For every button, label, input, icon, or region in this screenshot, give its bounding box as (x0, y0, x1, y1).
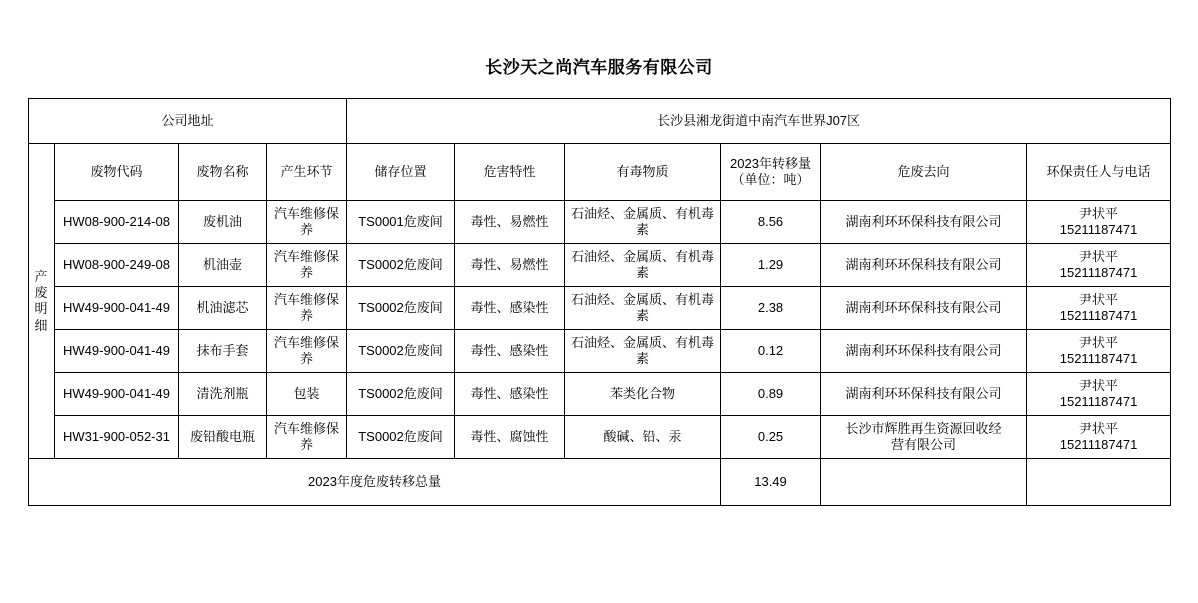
total-label: 2023年度危废转移总量 (29, 459, 721, 506)
total-blank-destination (821, 459, 1027, 506)
cell-destination: 湖南利环环保科技有限公司 (821, 330, 1027, 373)
column-header-toxic: 有毒物质 (565, 144, 721, 201)
cell-toxic: 石油烃、金属质、有机毒素 (565, 244, 721, 287)
cell-toxic: 石油烃、金属质、有机毒素 (565, 201, 721, 244)
column-header-name: 废物名称 (179, 144, 267, 201)
cell-stage: 汽车维修保养 (267, 201, 347, 244)
address-label: 公司地址 (29, 99, 347, 144)
cell-storage: TS0002危废间 (347, 244, 455, 287)
address-row (29, 99, 1171, 144)
table-row (29, 330, 1171, 373)
cell-code: HW49-900-041-49 (55, 287, 179, 330)
cell-code: HW08-900-214-08 (55, 201, 179, 244)
cell-responsible-person (1027, 373, 1171, 416)
table-row (29, 201, 1171, 244)
cell-storage: TS0002危废间 (347, 373, 455, 416)
cell-code: HW49-900-041-49 (55, 330, 179, 373)
cell-code: HW49-900-041-49 (55, 373, 179, 416)
waste-table-container (28, 98, 1170, 506)
cell-stage: 包装 (267, 373, 347, 416)
total-blank-person (1027, 459, 1171, 506)
vertical-label-char-2: 废 (34, 285, 49, 301)
vertical-section-label (29, 144, 55, 459)
person-name: 尹状平 (1079, 249, 1119, 265)
column-header-destination: 危废去向 (821, 144, 1027, 201)
waste-detail-table (28, 98, 1171, 506)
table-row (29, 416, 1171, 459)
cell-stage: 汽车维修保养 (267, 244, 347, 287)
cell-amount: 0.89 (721, 373, 821, 416)
cell-storage: TS0002危废间 (347, 416, 455, 459)
person-name: 尹状平 (1079, 378, 1119, 394)
table-header-row (29, 144, 1171, 201)
cell-amount: 0.25 (721, 416, 821, 459)
cell-hazard: 毒性、感染性 (455, 373, 565, 416)
cell-destination (821, 416, 1027, 459)
column-header-hazard: 危害特性 (455, 144, 565, 201)
cell-amount: 1.29 (721, 244, 821, 287)
cell-hazard: 毒性、易燃性 (455, 201, 565, 244)
total-value: 13.49 (721, 459, 821, 506)
table-row (29, 373, 1171, 416)
cell-hazard: 毒性、感染性 (455, 287, 565, 330)
vertical-label-char-3: 明 (34, 301, 49, 317)
person-phone: 15211187471 (1059, 394, 1138, 410)
person-phone: 15211187471 (1059, 437, 1138, 453)
cell-responsible-person (1027, 416, 1171, 459)
cell-storage: TS0002危废间 (347, 287, 455, 330)
cell-toxic: 石油烃、金属质、有机毒素 (565, 330, 721, 373)
cell-hazard: 毒性、易燃性 (455, 244, 565, 287)
cell-name: 废机油 (179, 201, 267, 244)
person-phone: 15211187471 (1059, 308, 1138, 324)
destination-line1: 长沙市辉胜再生资源回收经 (845, 421, 1002, 437)
table-row (29, 287, 1171, 330)
person-name: 尹状平 (1079, 206, 1119, 222)
cell-destination: 湖南利环环保科技有限公司 (821, 373, 1027, 416)
cell-stage: 汽车维修保养 (267, 416, 347, 459)
column-header-storage: 储存位置 (347, 144, 455, 201)
person-phone: 15211187471 (1059, 222, 1138, 238)
total-row (29, 459, 1171, 506)
person-phone: 15211187471 (1059, 265, 1138, 281)
cell-responsible-person (1027, 244, 1171, 287)
transfer-amount-line1: 2023年转移量 (730, 156, 811, 172)
cell-name: 清洗剂瓶 (179, 373, 267, 416)
cell-storage: TS0001危废间 (347, 201, 455, 244)
column-header-responsible-person: 环保责任人与电话 (1027, 144, 1171, 201)
person-name: 尹状平 (1079, 335, 1119, 351)
cell-responsible-person (1027, 287, 1171, 330)
column-header-code: 废物代码 (55, 144, 179, 201)
cell-toxic: 酸碱、铅、汞 (565, 416, 721, 459)
cell-hazard: 毒性、感染性 (455, 330, 565, 373)
cell-amount: 2.38 (721, 287, 821, 330)
cell-hazard: 毒性、腐蚀性 (455, 416, 565, 459)
cell-name: 抹布手套 (179, 330, 267, 373)
cell-stage: 汽车维修保养 (267, 330, 347, 373)
cell-code: HW31-900-052-31 (55, 416, 179, 459)
cell-destination: 湖南利环环保科技有限公司 (821, 287, 1027, 330)
vertical-label-char-1: 产 (34, 268, 49, 284)
transfer-amount-line2: （单位：吨） (731, 172, 810, 188)
cell-amount: 8.56 (721, 201, 821, 244)
cell-toxic: 苯类化合物 (565, 373, 721, 416)
destination-line2: 营有限公司 (891, 437, 957, 453)
page-title: 长沙天之尚汽车服务有限公司 (485, 58, 713, 77)
cell-storage: TS0002危废间 (347, 330, 455, 373)
cell-name: 机油滤芯 (179, 287, 267, 330)
cell-amount: 0.12 (721, 330, 821, 373)
cell-responsible-person (1027, 201, 1171, 244)
table-row (29, 244, 1171, 287)
cell-stage: 汽车维修保养 (267, 287, 347, 330)
cell-destination: 湖南利环环保科技有限公司 (821, 201, 1027, 244)
column-header-transfer-amount (721, 144, 821, 201)
column-header-stage: 产生环节 (267, 144, 347, 201)
vertical-label-char-4: 细 (34, 317, 49, 333)
address-value: 长沙县湘龙街道中南汽车世界J07区 (347, 99, 1171, 144)
person-name: 尹状平 (1079, 421, 1119, 437)
cell-responsible-person (1027, 330, 1171, 373)
cell-name: 机油壶 (179, 244, 267, 287)
cell-destination: 湖南利环环保科技有限公司 (821, 244, 1027, 287)
cell-toxic: 石油烃、金属质、有机毒素 (565, 287, 721, 330)
person-name: 尹状平 (1079, 292, 1119, 308)
cell-name: 废铅酸电瓶 (179, 416, 267, 459)
person-phone: 15211187471 (1059, 351, 1138, 367)
cell-code: HW08-900-249-08 (55, 244, 179, 287)
